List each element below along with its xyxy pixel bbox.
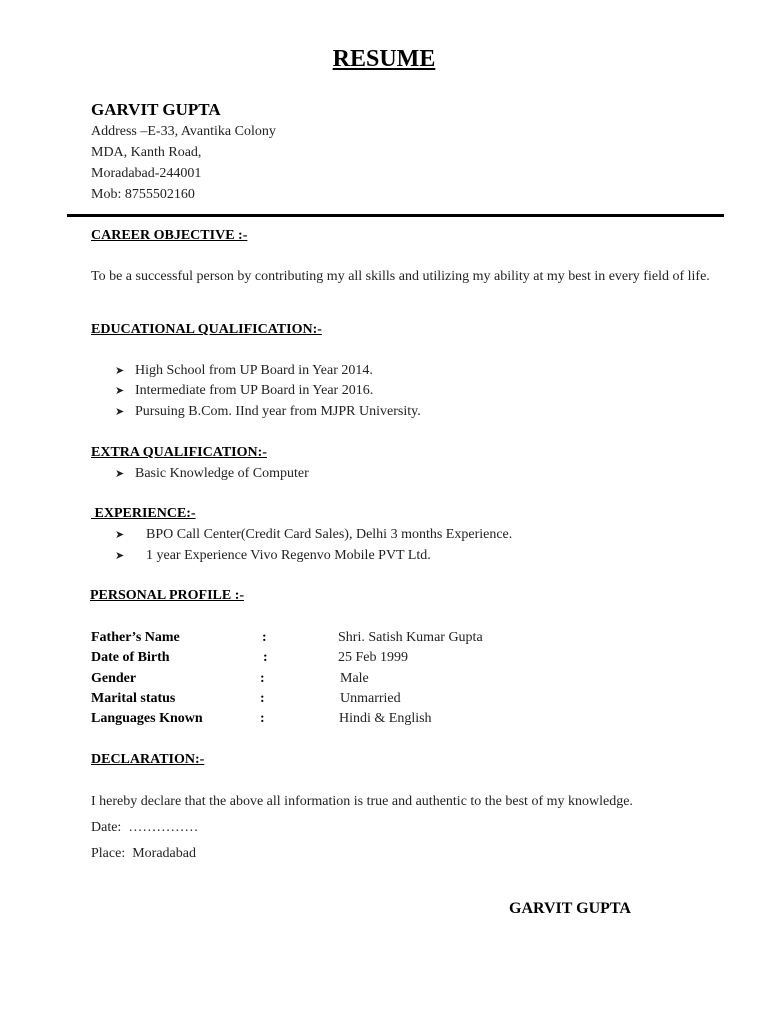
header-divider bbox=[67, 214, 724, 217]
personal-profile-heading: PERSONAL PROFILE :- bbox=[90, 588, 245, 603]
arrow-bullet-icon: ➤ bbox=[115, 468, 125, 480]
arrow-bullet-icon: ➤ bbox=[115, 385, 125, 397]
declaration-heading: DECLARATION:- bbox=[91, 752, 205, 767]
education-item-text: Intermediate from UP Board in Year 2016. bbox=[135, 383, 374, 398]
education-item-text: High School from UP Board in Year 2014. bbox=[135, 363, 373, 378]
declaration-date: Date: …………… bbox=[91, 820, 199, 835]
education-item bbox=[115, 363, 373, 379]
extra-qualification-heading: EXTRA QUALIFICATION:- bbox=[91, 445, 267, 460]
candidate-name: GARVIT GUPTA bbox=[91, 100, 221, 119]
arrow-bullet-icon: ➤ bbox=[115, 365, 125, 377]
profile-colon: : bbox=[260, 691, 265, 706]
declaration-text: I hereby declare that the above all information is true and authentic to the best of my knowledge. bbox=[91, 794, 633, 809]
experience-heading: EXPERIENCE:- bbox=[91, 506, 196, 521]
profile-label-father: Father’s Name bbox=[91, 630, 180, 645]
education-item bbox=[115, 383, 373, 399]
experience-item bbox=[115, 548, 431, 564]
education-item-text: Pursuing B.Com. IInd year from MJPR University. bbox=[135, 404, 421, 419]
profile-value-languages: Hindi & English bbox=[339, 711, 432, 726]
career-objective-text: To be a successful person by contributing my all skills and utilizing my ability at my best in every field of life. bbox=[91, 269, 710, 284]
profile-value-gender: Male bbox=[340, 671, 369, 686]
resume-title: RESUME bbox=[332, 46, 436, 72]
experience-item-text: 1 year Experience Vivo Regenvo Mobile PVT Ltd. bbox=[146, 548, 431, 563]
profile-label-gender: Gender bbox=[91, 671, 137, 686]
education-item bbox=[115, 404, 421, 420]
address-line: Address –E-33, Avantika Colony bbox=[91, 124, 276, 139]
profile-label-languages: Languages Known bbox=[91, 711, 203, 726]
extra-qualification-item bbox=[115, 466, 309, 482]
career-objective-heading: CAREER OBJECTIVE :- bbox=[91, 228, 248, 243]
experience-item bbox=[115, 527, 512, 543]
profile-label-dob: Date of Birth bbox=[91, 650, 170, 665]
arrow-bullet-icon: ➤ bbox=[115, 550, 125, 562]
address-line: Moradabad-244001 bbox=[91, 166, 202, 181]
profile-value-dob: 25 Feb 1999 bbox=[338, 650, 408, 665]
experience-item-text: BPO Call Center(Credit Card Sales), Delhi 3 months Experience. bbox=[146, 527, 513, 542]
education-heading: EDUCATIONAL QUALIFICATION:- bbox=[91, 322, 322, 337]
profile-value-father: Shri. Satish Kumar Gupta bbox=[338, 630, 483, 645]
profile-colon: : bbox=[260, 711, 265, 726]
arrow-bullet-icon: ➤ bbox=[115, 529, 125, 541]
profile-colon: : bbox=[262, 630, 267, 645]
profile-label-marital: Marital status bbox=[91, 691, 176, 706]
profile-value-marital: Unmarried bbox=[340, 691, 401, 706]
address-line: MDA, Kanth Road, bbox=[91, 145, 202, 160]
declaration-place: Place: Moradabad bbox=[91, 846, 196, 861]
signature-name: GARVIT GUPTA bbox=[509, 900, 631, 917]
arrow-bullet-icon: ➤ bbox=[115, 406, 125, 418]
profile-colon: : bbox=[260, 671, 265, 686]
mobile-number: Mob: 8755502160 bbox=[91, 187, 195, 202]
extra-qualification-text: Basic Knowledge of Computer bbox=[135, 466, 309, 481]
profile-colon: : bbox=[263, 650, 268, 665]
